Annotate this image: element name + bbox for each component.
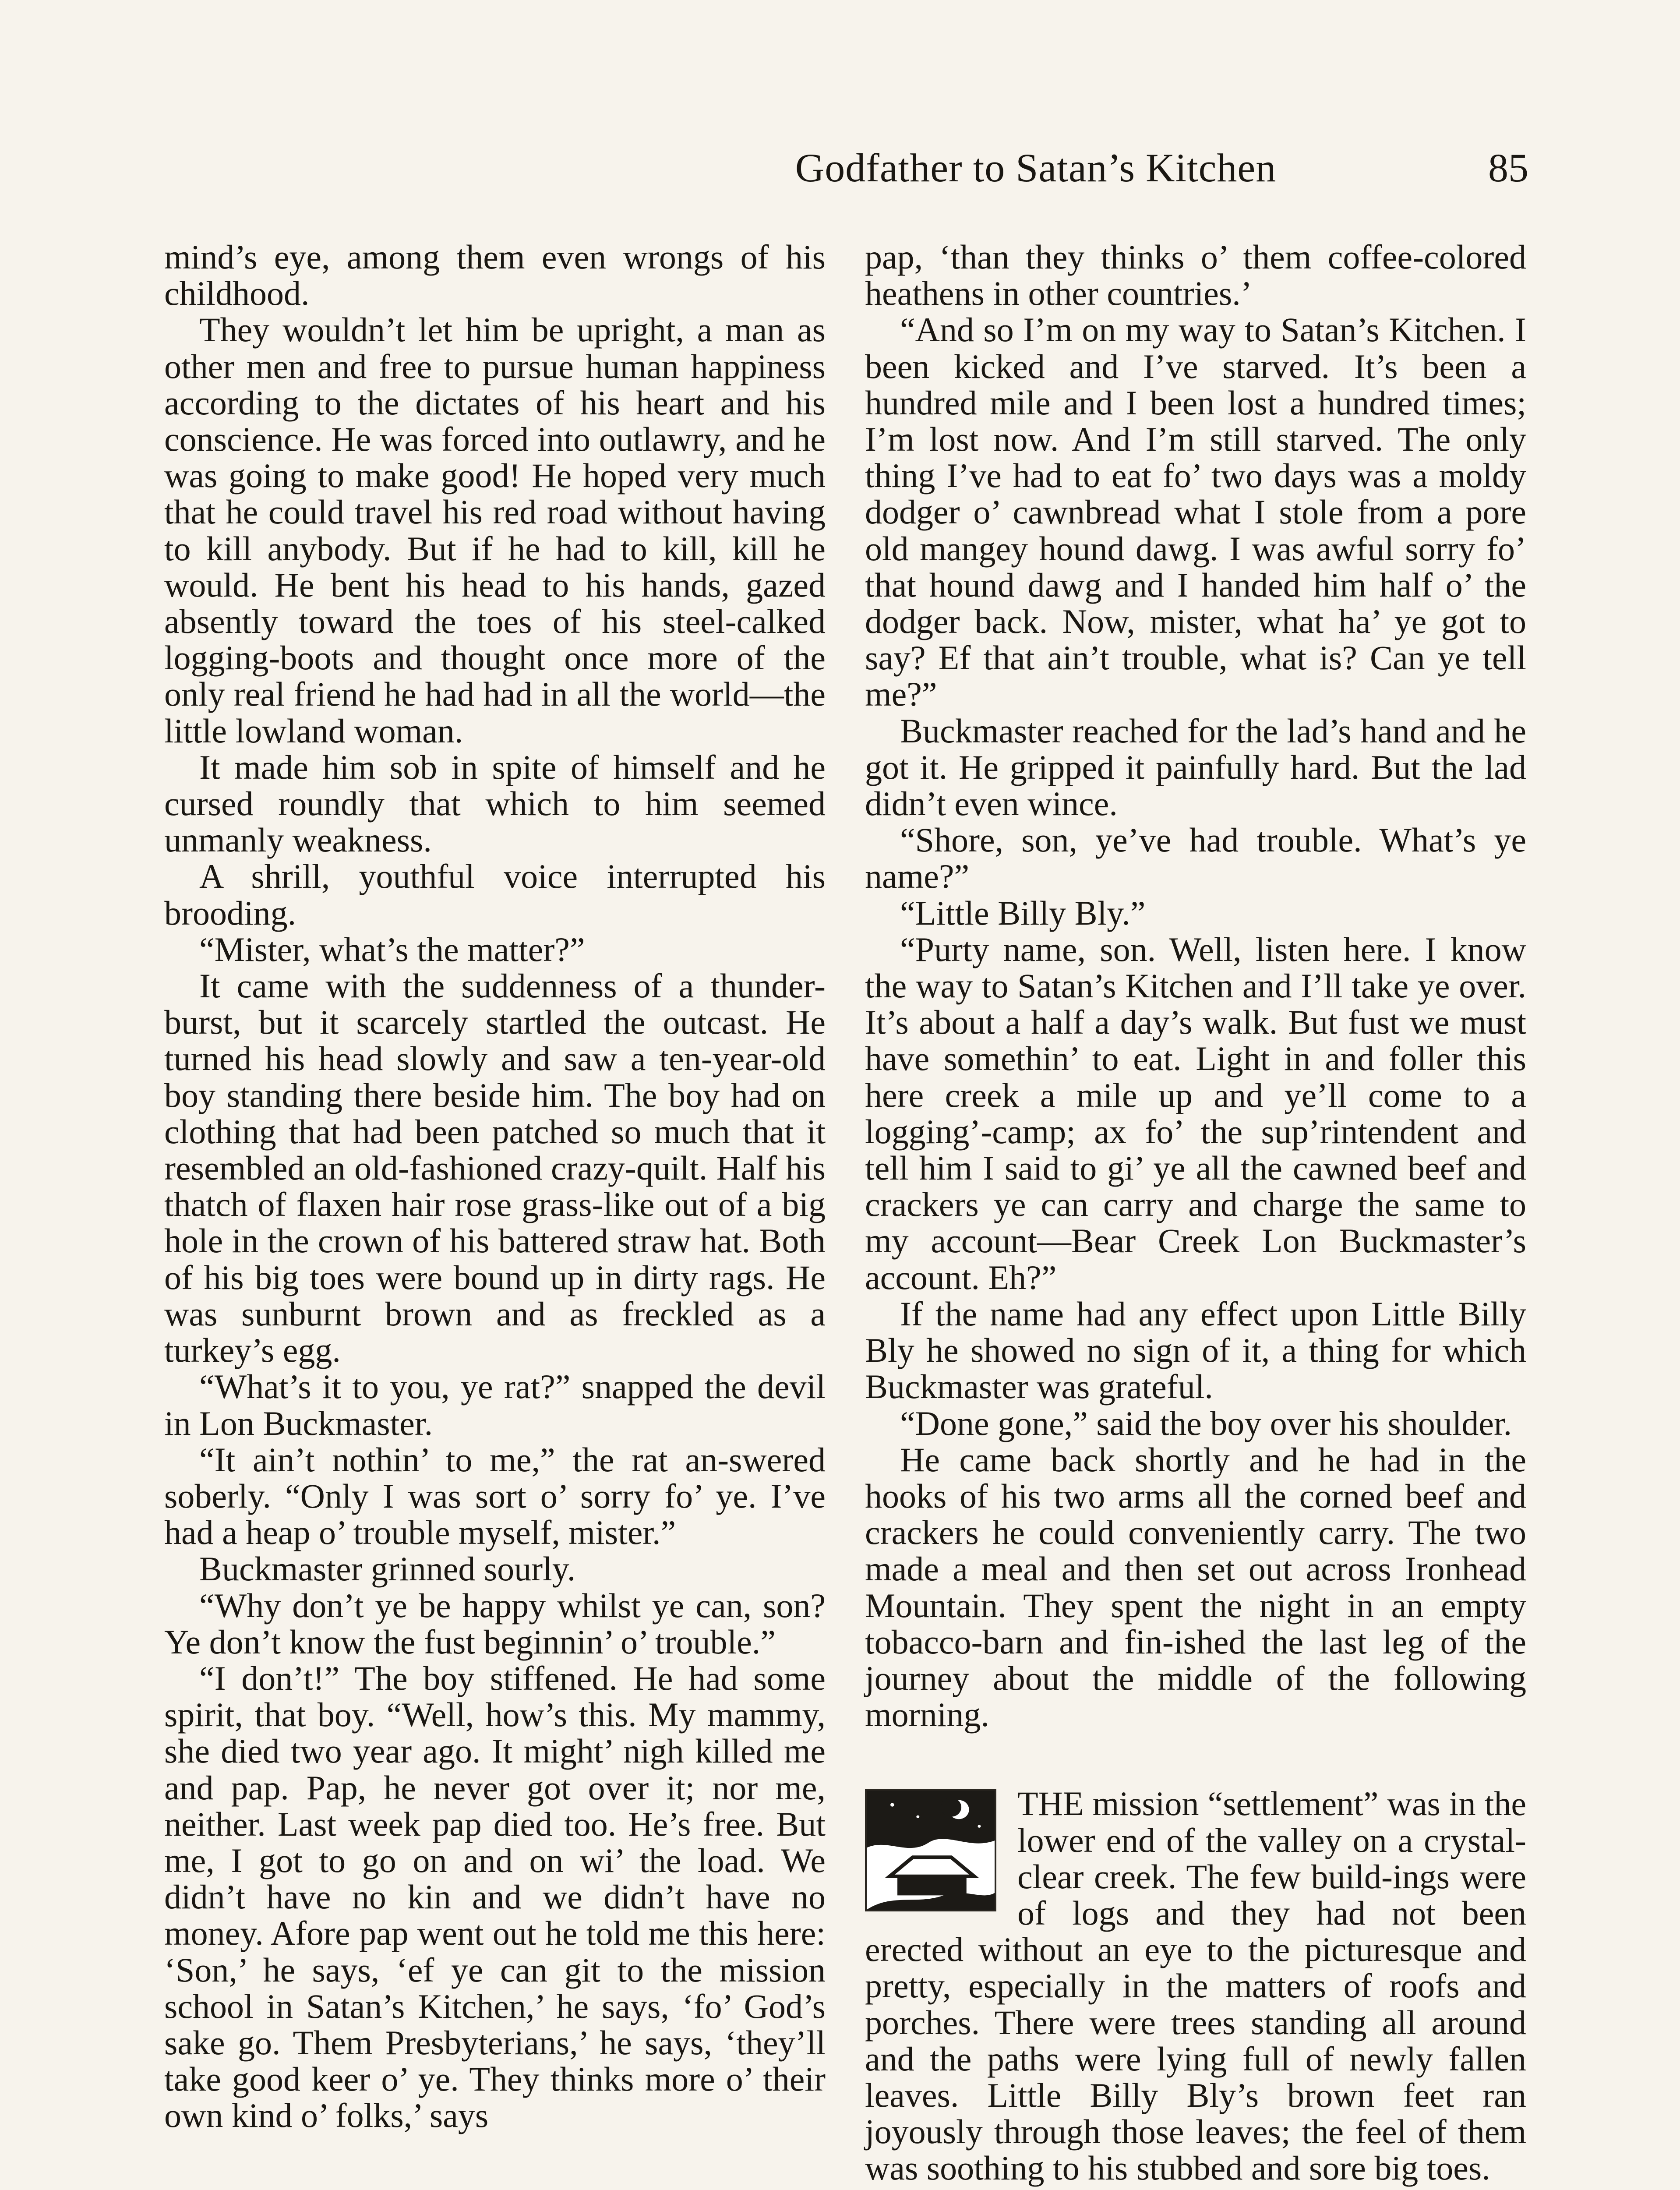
paragraph: THE mission “settlement” was in the lower end of the valley on a crystal-clear creek. The few build-ings were of logs and they had not been erected without an eye to the picturesque and pretty, especially in the matters of roofs and porches. There were trees standing all around and the paths were lying full of newly fallen leaves. Little Billy Bly’s brown feet ran joyously through those leaves; the feel of them was soothing to his stubbed and sore big toes. [865, 1784, 1526, 2187]
paragraph: mind’s eye, among them even wrongs of his childhood. [164, 238, 826, 313]
paragraph: They wouldn’t let him be upright, a man as other men and free to pursue human happiness according to the dictates of his heart and his conscience. He was forced into outlawry, and he was going to make good! He hoped very much that he could travel his red road without having to kill anybody. But if he had to kill, kill he would. He bent his head to his hands, gazed absently toward the toes of his steel-calked logging-boots and thought once more of the only real friend he had had in all the world—the little lowland woman. [164, 311, 826, 750]
paragraph: “Mister, what’s the matter?” [199, 930, 585, 968]
paragraph: “It ain’t nothin’ to me,” the rat an-swered soberly. “Only I was sort o’ sorry fo’ ye. I’ve had a heap o’ trouble myself, mister.” [164, 1440, 826, 1552]
paragraph: If the name had any effect upon Little Billy Bly he showed no sign of it, a thing for which Buckmaster was grateful. [865, 1294, 1526, 1406]
paragraph: “Why don’t ye be happy whilst ye can, son? Ye don’t know the fust beginnin’ o’ trouble.” [164, 1586, 826, 1661]
paragraph: It made him sob in spite of himself and he cursed roundly that which to him seemed unmanly weakness. [164, 748, 826, 859]
paragraph: “And so I’m on my way to Satan’s Kitchen. I been kicked and I’ve starved. It’s been a hundred mile and I been lost a hundred times; I’m lost now. And I’m still starved. The only thing I’ve had to eat fo’ two days was a moldy dodger o’ cawnbread what I stole from a pore old mangey hound dawg. I was awful sorry fo’ that hound dawg and I handed him half o’ the dodger back. Now, mister, what ha’ ye got to say? Ef that ain’t trouble, what is? Can ye tell me?” [865, 311, 1526, 714]
paragraph: Buckmaster reached for the lad’s hand and he got it. He gripped it painfully hard. But the lad didn’t even wince. [865, 711, 1526, 823]
running-title: Godfather to Satan’s Kitchen [795, 145, 1277, 190]
paragraph: “Purty name, son. Well, listen here. I know the way to Satan’s Kitchen and I’ll take ye over. It’s about a half a day’s walk. But fust we must have somethin’ to eat. Light in and foller this here creek a mile up and ye’ll come to a logging’-camp; ax fo’ the sup’rintendent and tell him I said to gi’ ye all the cawned beef and crackers ye can carry and charge the same to my account—Bear Creek Lon Buckmaster’s account. Eh?” [865, 930, 1526, 1296]
paragraph: “What’s it to you, ye rat?” snapped the devil in Lon Buckmaster. [164, 1367, 826, 1442]
text-column-left [164, 239, 826, 2134]
paragraph: Buckmaster grinned sourly. [199, 1550, 576, 1588]
paragraph: “Done gone,” said the boy over his shoulder. [900, 1404, 1512, 1442]
paragraph: “Little Billy Bly.” [900, 894, 1146, 932]
paragraph: “I don’t!” The boy stiffened. He had some spirit, that boy. “Well, how’s this. My mammy, she died two year ago. It might’ nigh killed me and pap. Pap, he never got over it; nor me, neither. Last week pap died too. He’s free. But me, I got to go on and on wi’ the load. We didn’t have no kin and we didn’t have no money. Afore pap went out he told me this here: ‘Son,’ he says, ‘ef ye can git to the mission school in Satan’s Kitchen,’ he says, ‘fo’ God’s sake go. Them Presbyterians,’ he says, ‘they’ll take good keer o’ ye. They thinks more o’ their own kind o’ folks,’ says [164, 1659, 826, 2135]
section-break [865, 1733, 1526, 1785]
text-column-right [865, 239, 1526, 2186]
page-number: 85 [1488, 145, 1528, 190]
paragraph: “Shore, son, ye’ve had trouble. What’s ye name?” [865, 821, 1526, 896]
paragraph: A shrill, youthful voice interrupted his brooding. [164, 857, 826, 932]
paragraph: It came with the suddenness of a thunder-burst, but it scarcely startled the outcast. He turned his head slowly and saw a ten-year-old boy standing there beside him. The boy had on clothing that had been patched so much that it resembled an old-fashioned crazy-quilt. Half his thatch of flaxen hair rose grass-like out of a big hole in the crown of his battered straw hat. Both of his big toes were bound up in dirty rags. He was sunburnt brown and as freckled as a turkey’s egg. [164, 967, 826, 1370]
paragraph: pap, ‘than they thinks o’ them coffee-colored heathens in other countries.’ [865, 238, 1526, 313]
decorative-vignette-icon [865, 1789, 996, 1911]
paragraph: He came back shortly and he had in the hooks of his two arms all the corned beef and crackers he could conveniently carry. The two made a meal and then set out across Ironhead Mountain. They spent the night in an empty tobacco-barn and fin-ished the last leg of the journey about the middle of the following morning. [865, 1440, 1526, 1734]
